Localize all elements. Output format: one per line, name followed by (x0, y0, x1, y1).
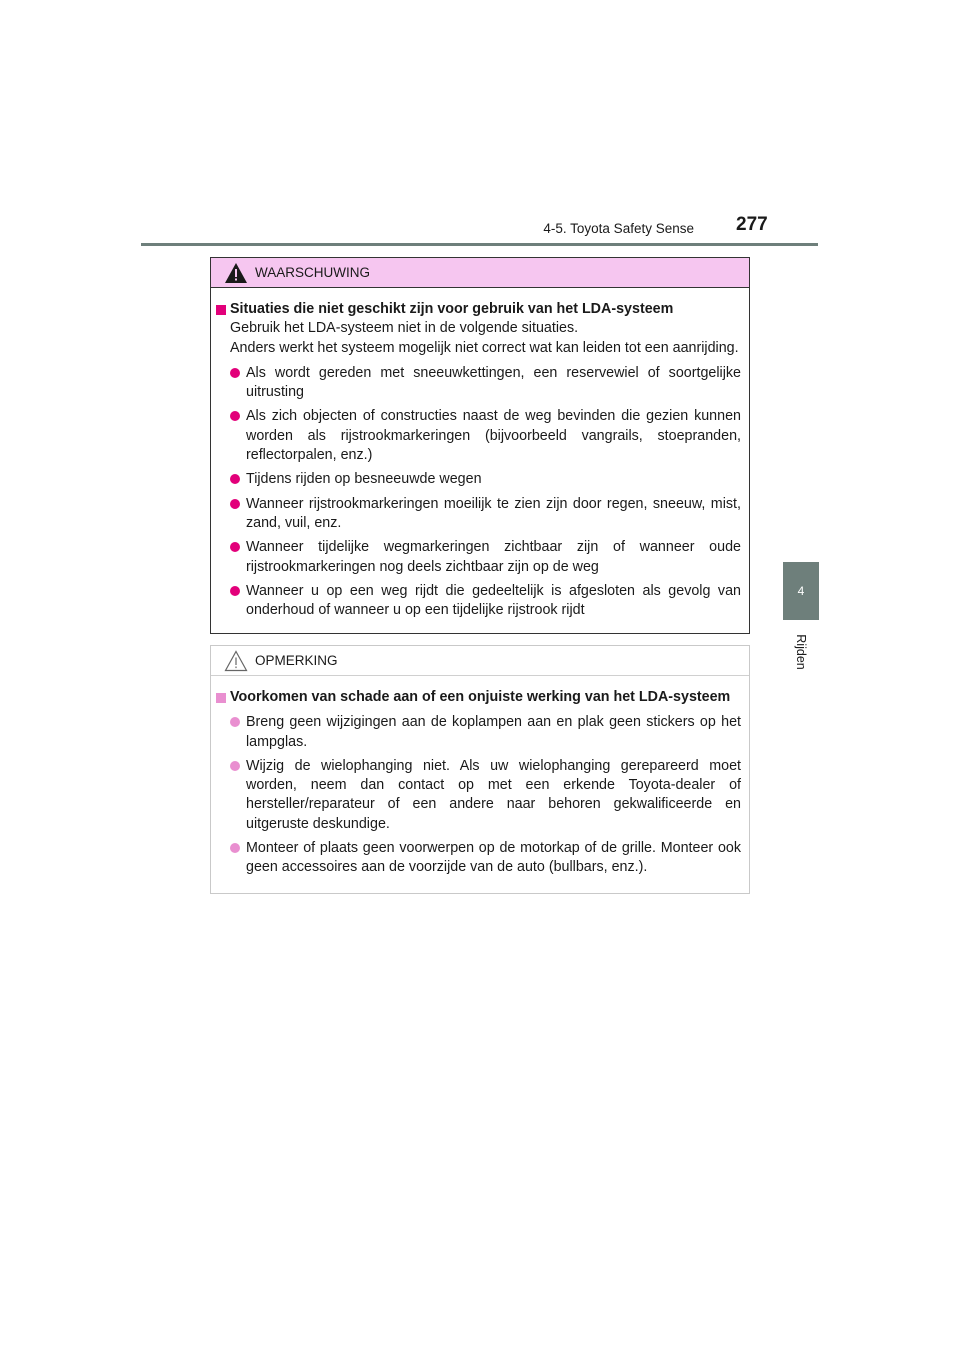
note-box (210, 645, 750, 894)
warning-header (211, 258, 749, 288)
note-title: OPMERKING (255, 653, 338, 668)
note-header (211, 646, 749, 676)
warning-list (216, 364, 741, 621)
warning-paragraph: Gebruik het LDA-systeem niet in de volgende situaties. (230, 320, 579, 337)
bullet-dot-icon (230, 368, 240, 378)
warning-body (211, 288, 749, 620)
list-item: Wanneer tijdelijke wegmarkeringen zichtbaar zijn of wanneer oude rijstrookmarkeringen nog deels zichtbaar zijn op de weg (216, 538, 741, 577)
list-item: Monteer of plaats geen voorwerpen op de motorkap of de grille. Monteer ook geen accessoires aan de voorzijde van de auto (bullbars, enz.). (216, 839, 741, 878)
caution-triangle-outline-icon (224, 650, 248, 672)
chapter-tab[interactable]: 4 (783, 562, 819, 620)
note-heading: Voorkomen van schade aan of een onjuiste werking van het LDA-systeem (216, 688, 741, 707)
bullet-dot-icon (230, 411, 240, 421)
bullet-dot-icon (230, 586, 240, 596)
note-list (216, 713, 741, 877)
list-item: Tijdens rijden op besneeuwde wegen (216, 470, 741, 489)
warning-heading: Situaties die niet geschikt zijn voor gebruik van het LDA-systeem (216, 300, 741, 319)
bullet-dot-icon (230, 542, 240, 552)
list-item: Wanneer u op een weg rijdt die gedeeltelijk is afgesloten als gevolg van onderhoud of wanneer u op een tijdelijke rijstrook rijdt (216, 582, 741, 621)
chapter-label: Rijden (794, 634, 808, 670)
square-bullet-icon (216, 693, 226, 703)
page-number: 277 (736, 214, 768, 235)
bullet-dot-icon (230, 499, 240, 509)
bullet-dot-icon (230, 843, 240, 853)
bullet-dot-icon (230, 474, 240, 484)
list-item: Als wordt gereden met sneeuwkettingen, een reservewiel of soortgelijke uitrusting (216, 364, 741, 403)
list-item: Als zich objecten of constructies naast de weg bevinden die gezien kunnen worden als rijstrookmarkeringen (bijvoorbeeld vangrails, stoepranden, reflectorpalen, enz.) (216, 407, 741, 465)
warning-triangle-icon (224, 262, 248, 284)
warning-title: WAARSCHUWING (255, 265, 370, 280)
header-divider (141, 243, 818, 246)
list-item: Breng geen wijzigingen aan de koplampen aan en plak geen stickers op het lampglas. (216, 713, 741, 752)
list-item: Wijzig de wielophanging niet. Als uw wielophanging gerepareerd moet worden, neem dan contact op met een erkende Toyota-dealer of hersteller/reparateur of een andere naar behoren gekwalificeerde en uitgeruste deskundige. (216, 757, 741, 834)
warning-paragraph: Anders werkt het systeem mogelijk niet correct wat kan leiden tot een aanrijding. (230, 339, 739, 356)
warning-box (210, 257, 750, 634)
bullet-dot-icon (230, 761, 240, 771)
square-bullet-icon (216, 305, 226, 315)
section-title: 4-5. Toyota Safety Sense (543, 221, 694, 236)
note-body (211, 676, 749, 878)
bullet-dot-icon (230, 717, 240, 727)
list-item: Wanneer rijstrookmarkeringen moeilijk te zien zijn door regen, sneeuw, mist, zand, vuil, enz. (216, 495, 741, 534)
